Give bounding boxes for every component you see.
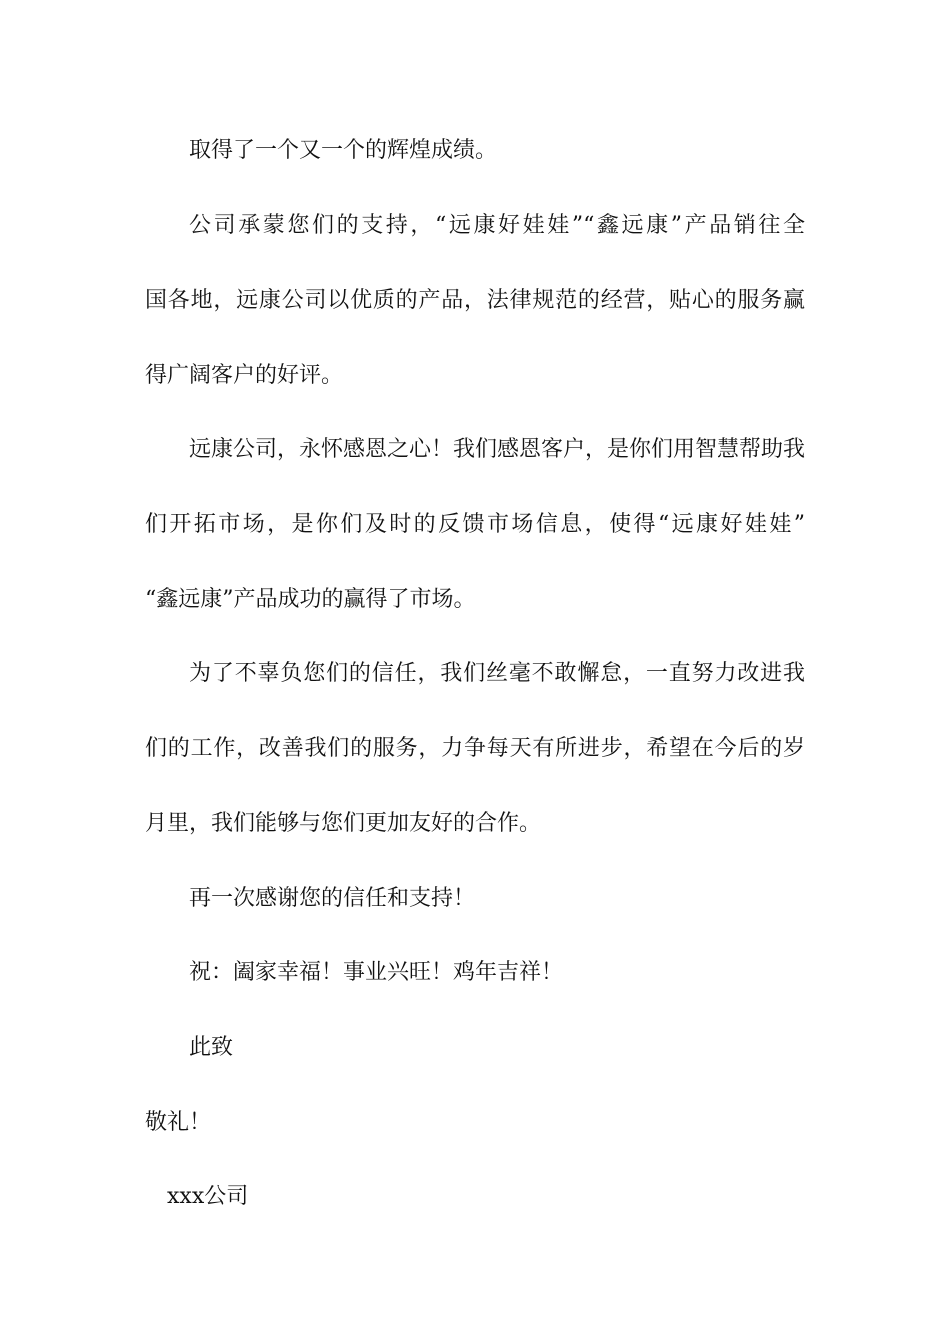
paragraph-line: 们开拓市场，是你们及时的反馈市场信息，使得“远康好娃娃”	[145, 512, 805, 537]
paragraph-line: 公司承蒙您们的支持，“远康好娃娃”“鑫远康”产品销往全	[189, 213, 805, 238]
paragraph-line: 得广阔客户的好评。	[145, 363, 344, 388]
paragraph-line: 们的工作，改善我们的服务，力争每天有所进步，希望在今后的岁	[145, 736, 805, 761]
closing-line: 此致	[189, 1035, 234, 1060]
paragraph-line: 月里，我们能够与您们更加友好的合作。	[145, 811, 542, 836]
signature-line: xxx公司	[167, 1184, 249, 1209]
paragraph-line: 取得了一个又一个的辉煌成绩。	[189, 138, 498, 163]
paragraph-line: “鑫远康”产品成功的赢得了市场。	[145, 587, 476, 612]
thanks-line: 再一次感谢您的信任和支持！	[189, 886, 476, 911]
wish-line: 祝：阖家幸福！事业兴旺！鸡年吉祥！	[189, 960, 564, 985]
paragraph-line: 国各地，远康公司以优质的产品，法律规范的经营，贴心的服务赢	[145, 288, 805, 313]
paragraph-line: 远康公司，永怀感恩之心！我们感恩客户，是你们用智慧帮助我	[189, 437, 806, 462]
salute-line: 敬礼！	[145, 1110, 212, 1135]
paragraph-line: 为了不辜负您们的信任，我们丝毫不敢懈怠，一直努力改进我	[189, 661, 805, 686]
